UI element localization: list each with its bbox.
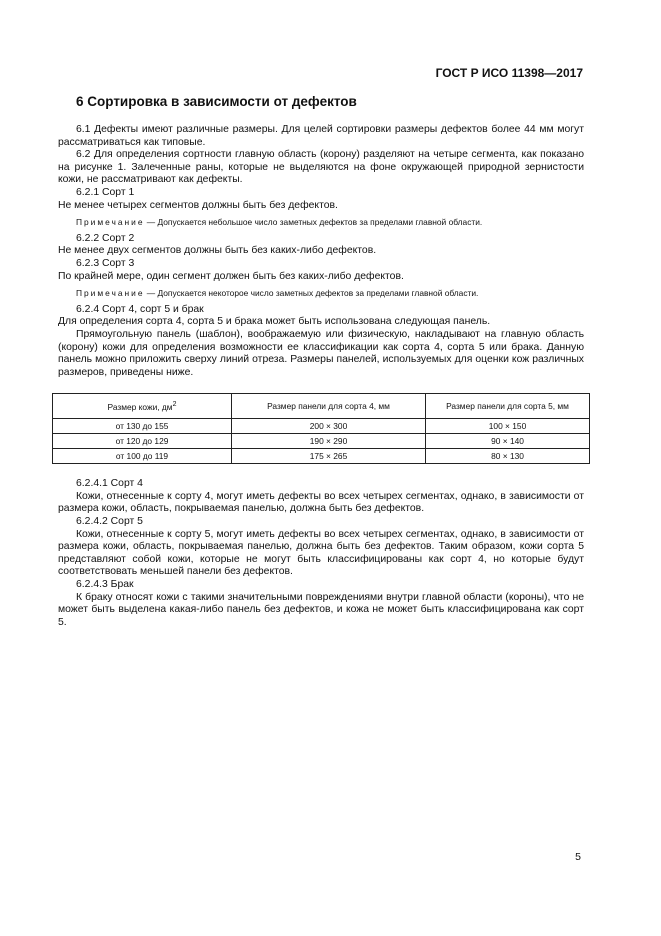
paragraph-6-2-4-3: К браку относят кожи с такими значительными повреждениями внутри главной области (короны), что не может быть выделена какая-либо панель без дефектов, и кожа не может быть классифицирована как сорт 5. (58, 591, 584, 628)
superscript: 2 (172, 401, 177, 409)
table-cell: от 120 до 129 (53, 434, 232, 449)
heading-6-2-4: 6.2.4 Сорт 4, сорт 5 и брак (76, 303, 204, 315)
note-2 (58, 287, 584, 300)
table-row (53, 449, 590, 464)
section-title: 6 Сортировка в зависимости от дефектов (76, 94, 357, 109)
note-label: Примечание (76, 288, 145, 299)
table-row (53, 419, 590, 434)
table-cell: от 100 до 119 (53, 449, 232, 464)
heading-6-2-2: 6.2.2 Сорт 2 (76, 232, 135, 244)
note-1-text: — Допускается небольшое число заметных дефектов за пределами главной области. (144, 217, 483, 228)
paragraph-6-2: 6.2 Для определения сортности главную область (корону) разделяют на четыре сегмента, как показано на рисунке 1. Залеченные раны, которые не выделяются на фоне окружающей природной зернистости кожи, не рассматривают как дефекты. (58, 149, 584, 186)
document-header: ГОСТ Р ИСО 11398—2017 (435, 66, 583, 80)
note-label: Примечание (76, 217, 145, 228)
table-header-row (53, 394, 590, 419)
table-cell: 200 × 300 (232, 419, 426, 434)
heading-6-2-1: 6.2.1 Сорт 1 (76, 186, 135, 198)
table-cell: 100 × 150 (426, 419, 590, 434)
heading-6-2-4-2: 6.2.4.2 Сорт 5 (76, 516, 143, 528)
table-header-cell: Размер панели для сорта 4, мм (232, 394, 426, 419)
heading-6-2-3: 6.2.3 Сорт 3 (76, 257, 135, 269)
heading-6-2-4-3: 6.2.4.3 Брак (76, 579, 134, 591)
table-cell: 190 × 290 (232, 434, 426, 449)
heading-6-2-4-1: 6.2.4.1 Сорт 4 (76, 478, 143, 490)
document-body (58, 124, 584, 629)
paragraph-6-1: 6.1 Дефекты имеют различные размеры. Для целей сортировки размеры дефектов более 44 мм могут рассматриваться как типовые. (58, 124, 584, 148)
table-cell: от 130 до 155 (53, 419, 232, 434)
paragraph-6-2-4-2: Кожи, отнесенные к сорту 5, могут иметь дефекты во всех четырех сегментах, однако, в зависимости от размера кожи, область, покрываемая панелью, должна быть без дефектов. Таким образом, кожи сорта 5 представляют собой кожи, которые не могут быть классифицированы как сорт 4, но которые будут соответствовать меньшей панели без дефектов. (58, 528, 584, 578)
paragraph-6-2-4-1: Кожи, отнесенные к сорту 4, могут иметь дефекты во всех четырех сегментах, однако, в зависимости от размера кожи, область, покрываемая панелью, должна быть без дефектов. (58, 490, 584, 515)
table-cell: 175 × 265 (232, 449, 426, 464)
panel-size-table (52, 393, 590, 464)
table-cell: 90 × 140 (426, 434, 590, 449)
table-row (53, 434, 590, 449)
paragraph-6-2-4b: Прямоугольную панель (шаблон), воображаемую или физическую, накладывают на главную область (корону) кожи для определения возможности ее классификации как сорта 4, сорта 5 или брака. Данную панель можно приложить сверху линий отреза. Размеры панелей, используемых для оценки кож различных размеров, приведены ниже. (58, 328, 584, 378)
paragraph-6-2-1: Не менее четырех сегментов должны быть без дефектов. (58, 199, 338, 211)
paragraph-6-2-3: По крайней мере, один сегмент должен быть без каких-либо дефектов. (58, 270, 404, 282)
paragraph-6-2-4a: Для определения сорта 4, сорта 5 и брака может быть использована следующая панель. (58, 316, 491, 328)
note-1 (58, 216, 584, 229)
table-header-cell: Размер кожи, $дм^2$ (53, 394, 232, 419)
note-2-text: — Допускается некоторое число заметных дефектов за пределами главной области. (144, 288, 479, 299)
page-number: 5 (575, 851, 581, 863)
paragraph-6-2-2: Не менее двух сегментов должны быть без каких-либо дефектов. (58, 245, 377, 257)
table-cell: 80 × 130 (426, 449, 590, 464)
table-header-cell: Размер панели для сорта 5, мм (426, 394, 590, 419)
